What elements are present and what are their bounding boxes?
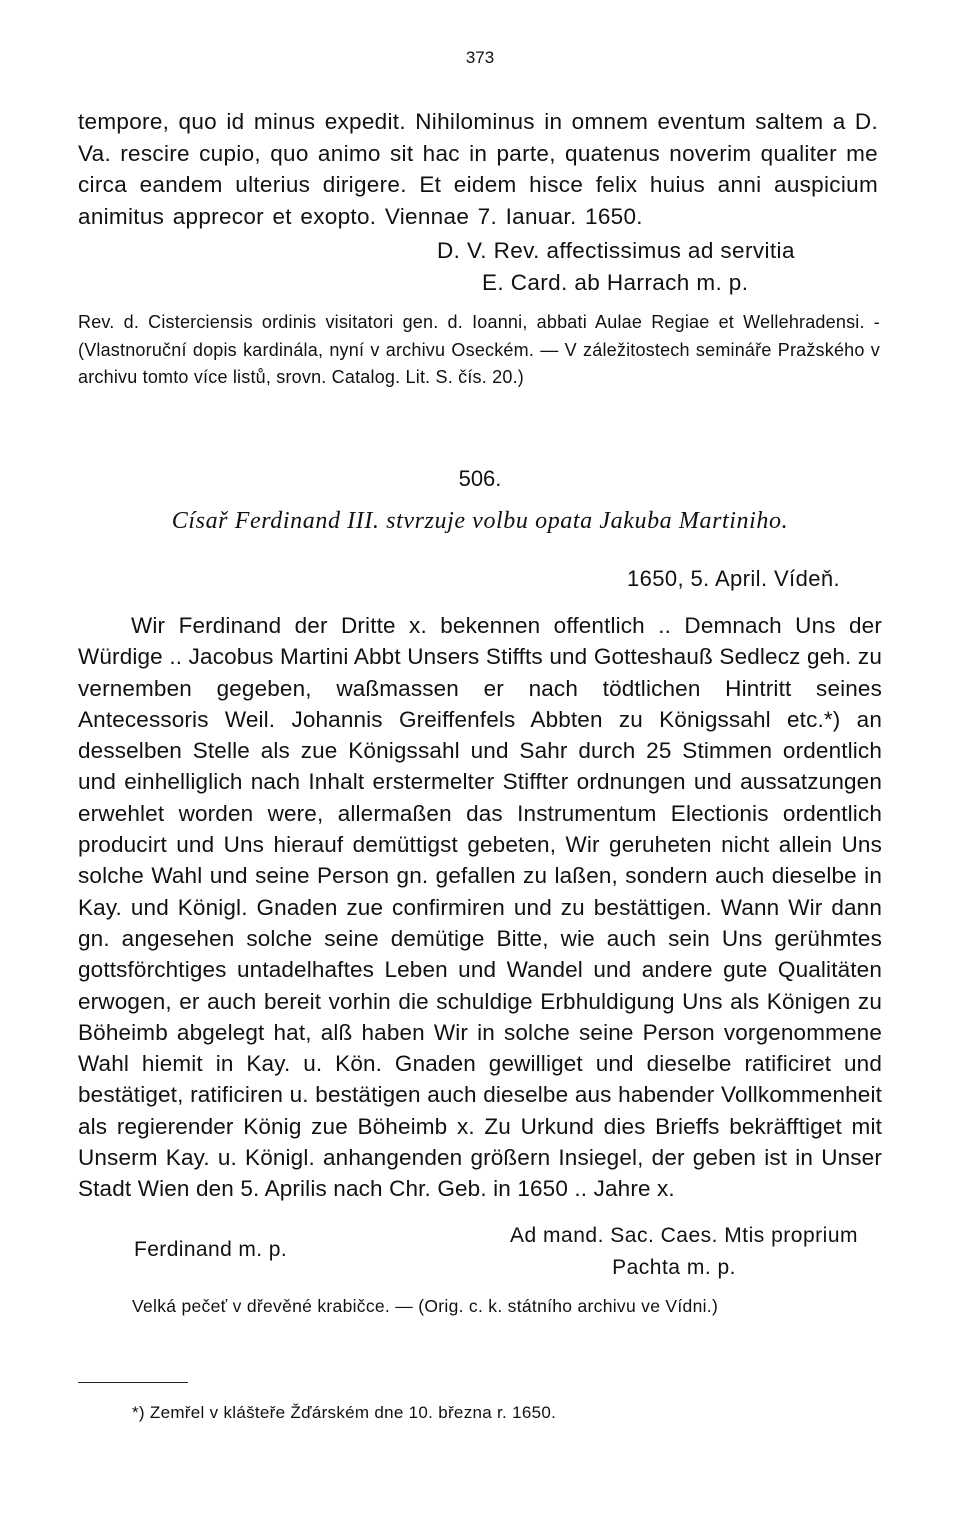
charter-body-text <box>78 610 882 1205</box>
signature-ferdinand: Ferdinand m. p. <box>134 1238 288 1261</box>
footnote-divider <box>78 1382 188 1383</box>
letter-address-note: Rev. d. Cisterciensis ordinis visitatori gen. d. Ioanni, abbati Aulae Regiae et Wellehradensi. - (Vlastnoruční dopis kardinála, nyní v archivu Oseckém. — V záležitostech semináře Pražského v archivu tomto více listů, srovn. Catalog. Lit. S. čís. 20.) <box>78 312 880 387</box>
signature-mandate: Ad mand. Sac. Caes. Mtis proprium <box>510 1224 858 1247</box>
charter-body: Wir Ferdinand der Dritte x. bekennen offentlich .. Demnach Uns der Würdige .. Jacobus Martini Abbt Unsers Stiffts und Gotteshauß Sedlecz geh. zu vernemben gegeben, waßmassen er nach tödtlichen Hintritt seines Antecessoris Weil. Johannis Greiffenfels Abbten zu Königssahl etc.*) an desselben Stelle als zue Königssahl und Sahr durch 25 Stimmen ordentlich und einhelliglich nach Inhalt erstermelter Stiffter ordnungen und aussatzungen erwehlet worden were, allermaßen das Instrumentum Electionis ordentlich producirt und Uns hierauf demüttigst gebeten, Wir geruheten nicht allein Uns solche Wahl und seine Person gn. gefallen zu laßen, sondern auch dieselbe in Kay. und Königl. Gnaden zue confirmiren und zu bestättigen. Wann Wir dann gn. angesehen solche seine demütige Bitte, wie auch sein Uns gerühmtes gottsförchtiges untadelhaftes Leben und Wandel und andere gute Qualitäten erwogen, er auch bereit vorhin die schuldige Erbhuldigung Uns als Königen zu Böheimb abgelegt hat, alß haben Wir in solche seine Person vorgenommene Wahl hiemit in Kay. u. Kön. Gnaden gewilliget und dieselbe ratificiret und bestätiget, ratificiren u. bestätigen auch dieselbe aus habender Vollkommenheit als regierender König zue Böheimb x. Zu Urkund dies Brieffs bekräfftiget mit Unserm Kay. u. Königl. anhangenden größern Insiegel, der geben ist in Unser Stadt Wien den 5. Aprilis nach Chr. Geb. in 1650 .. Jahre x. <box>78 613 882 1202</box>
signature-pachta: Pachta m. p. <box>612 1256 736 1279</box>
page-number: 373 <box>465 48 495 67</box>
letter-closing-line-2: E. Card. ab Harrach m. p. <box>482 270 749 295</box>
footnote: *) Zemřel v klášteře Žďárském dne 10. března r. 1650. <box>132 1403 557 1422</box>
latin-letter-text: tempore, quo id minus expedit. Nihilominus in omnem eventum saltem a D. Va. rescire cupio, quo animo sit hac in parte, quatenus noverim qualiter me circa eandem ulterius dirigere. Et eidem hisce felix huius anni auspicium animitus apprecor et exopto. Viennae 7. Ianuar. 1650. <box>78 109 878 229</box>
seal-note: Velká pečeť v dřevěné krabičce. — (Orig. c. k. státního archivu ve Vídni.) <box>132 1296 719 1316</box>
document-number: 506. <box>458 466 502 491</box>
document-date: 1650, 5. April. Vídeň. <box>626 566 840 591</box>
document-title: Císař Ferdinand III. stvrzuje volbu opata Jakuba Martiniho. <box>171 508 789 534</box>
signatures-block <box>0 1220 960 1290</box>
letter-closing-line-1: D. V. Rev. affectissimus ad servitia <box>437 238 795 263</box>
